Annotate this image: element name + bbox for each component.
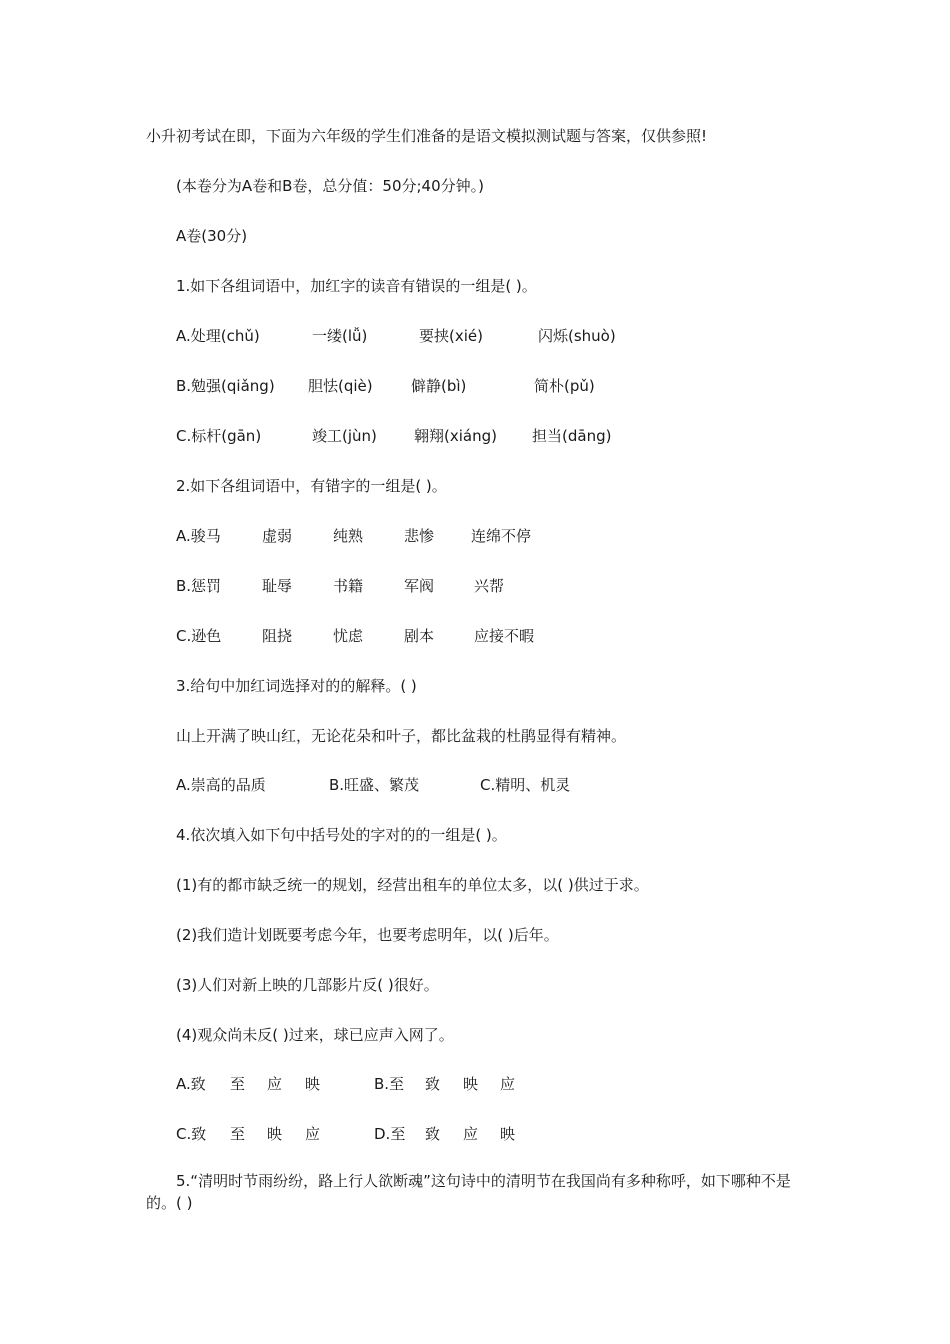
q4-d-1: D.至 (374, 1125, 406, 1143)
q2-c-word-4: 剧本 (404, 627, 435, 645)
q4-c-3: 映 (267, 1125, 283, 1143)
q2-a-word-3: 纯熟 (333, 527, 364, 545)
q4-a-1: A.致 (176, 1075, 206, 1093)
q1-a-word-3: 要挟(xié) (419, 327, 483, 345)
q3-sentence: 山上开满了映山红，无论花朵和叶子，都比盆栽的杜鹃显得有精神。 (176, 727, 627, 745)
q1-stem: 1.如下各组词语中，加红字的读音有错误的一组是( )。 (176, 277, 537, 295)
q4-c-1: C.致 (176, 1125, 207, 1143)
q4-a-4: 映 (305, 1075, 321, 1093)
q4-item-2: (2)我们造计划既要考虑今年，也要考虑明年，以( )后年。 (176, 926, 559, 944)
q3-stem: 3.给句中加红词选择对的的解释。( ) (176, 677, 417, 695)
q4-b-3: 映 (463, 1075, 479, 1093)
q4-d-3: 应 (463, 1125, 479, 1143)
q1-a-word-1: A.处理(chǔ) (176, 327, 260, 345)
q1-b-word-3: 僻静(bì) (411, 377, 467, 395)
q4-a-2: 至 (230, 1075, 246, 1093)
q4-d-2: 致 (425, 1125, 441, 1143)
intro-paragraph: 小升初考试在即，下面为六年级的学生们准备的是语文模拟测试题与答案，仅供参照! (146, 127, 708, 145)
q4-item-3: (3)人们对新上映的几部影片反( )很好。 (176, 976, 439, 994)
section-a-heading: A卷(30分) (176, 227, 248, 245)
q2-stem: 2.如下各组词语中，有错字的一组是( )。 (176, 477, 447, 495)
q4-stem: 4.依次填入如下句中括号处的字对的的一组是( )。 (176, 826, 507, 844)
q3-option-b: B.旺盛、繁茂 (329, 776, 420, 794)
q1-c-word-4: 担当(dāng) (532, 427, 612, 445)
q2-c-word-5: 应接不暇 (474, 627, 535, 645)
q4-d-4: 映 (500, 1125, 516, 1143)
q2-c-word-1: C.逊色 (176, 627, 222, 645)
q2-a-word-4: 悲惨 (404, 527, 435, 545)
q1-b-word-1: B.勉强(qiǎng) (176, 377, 275, 395)
q4-item-1: (1)有的都市缺乏统一的规划，经营出租车的单位太多，以( )供过于求。 (176, 876, 649, 894)
q2-b-word-4: 军阀 (404, 577, 435, 595)
q3-option-c: C.精明、机灵 (480, 776, 571, 794)
q2-c-word-2: 阻挠 (262, 627, 293, 645)
q4-c-2: 至 (230, 1125, 246, 1143)
q2-a-word-5: 连绵不停 (471, 527, 532, 545)
q1-c-word-3: 翱翔(xiáng) (414, 427, 497, 445)
q1-a-word-2: 一缕(lǚ) (312, 327, 368, 345)
paper-note: (本卷分为A卷和B卷，总分值：50分;40分钟。) (176, 177, 484, 195)
q1-b-word-4: 简朴(pǔ) (534, 377, 595, 395)
q2-b-word-1: B.惩罚 (176, 577, 222, 595)
q4-c-4: 应 (305, 1125, 321, 1143)
q2-a-word-2: 虚弱 (262, 527, 293, 545)
q2-c-word-3: 忧虑 (333, 627, 364, 645)
q4-a-3: 应 (267, 1075, 283, 1093)
q2-b-word-5: 兴帮 (474, 577, 505, 595)
q1-a-word-4: 闪烁(shuò) (538, 327, 616, 345)
q2-b-word-3: 书籍 (333, 577, 364, 595)
q2-b-word-2: 耻辱 (262, 577, 293, 595)
q1-c-word-1: C.标杆(gān) (176, 427, 262, 445)
q4-b-2: 致 (425, 1075, 441, 1093)
q1-b-word-2: 胆怯(qiè) (308, 377, 373, 395)
q3-option-a: A.崇高的品质 (176, 776, 266, 794)
q1-c-word-2: 竣工(jùn) (312, 427, 377, 445)
q4-item-4: (4)观众尚未反( )过来，球已应声入网了。 (176, 1026, 454, 1044)
q4-b-1: B.至 (374, 1075, 405, 1093)
q2-a-word-1: A.骏马 (176, 527, 221, 545)
q4-b-4: 应 (500, 1075, 516, 1093)
q5-stem: 5.“清明时节雨纷纷，路上行人欲断魂”这句诗中的清明节在我国尚有多种称呼，如下哪种不是的。( ) (146, 1172, 791, 1212)
